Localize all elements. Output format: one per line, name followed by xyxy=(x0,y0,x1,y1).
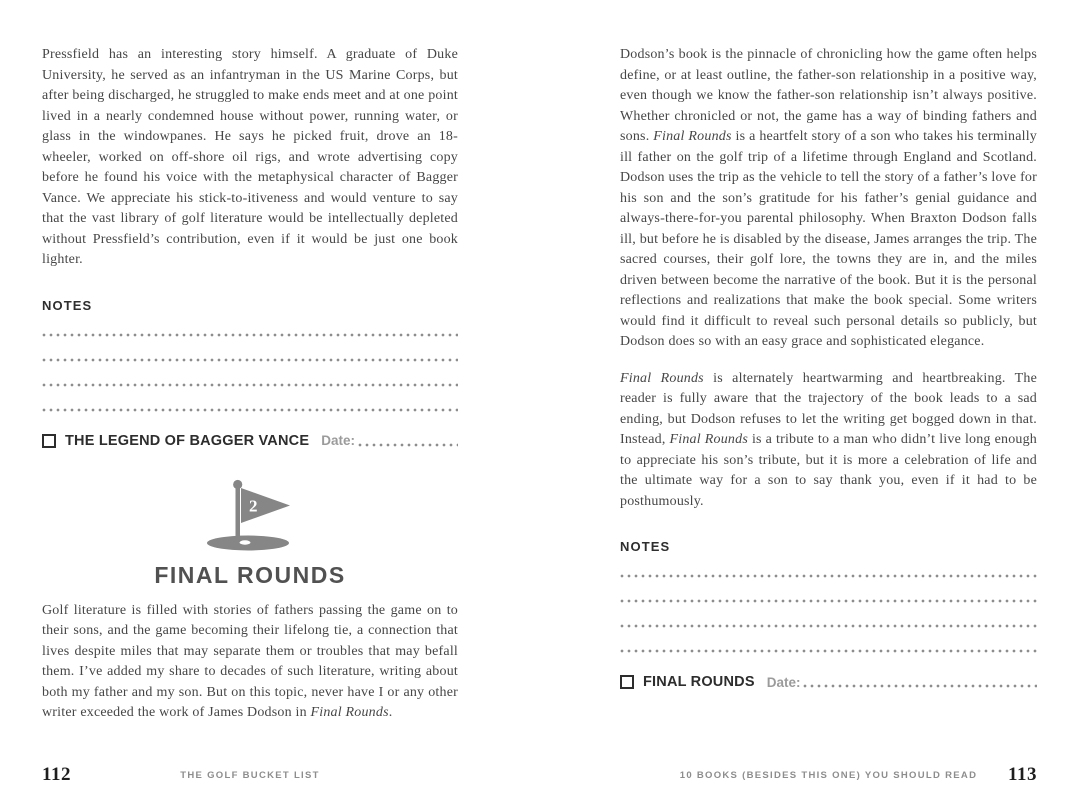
running-footer: THE GOLF BUCKET LIST xyxy=(180,770,320,781)
date-label: Date: xyxy=(321,433,355,448)
chapter-title: FINAL ROUNDS xyxy=(154,561,346,588)
body-paragraph: Pressfield has an interesting story himself. A graduate of Duke University, he served as an infantryman in the US Marine Corps, but after being discharged, he struggled to make ends meet and at one point lived in a nearly condemned house without power, running water, or glass in the windowpanes. He says he picked fruit, drove an 18-wheeler, worked on off-shore oil rigs, and wrote advertising copy before he found his voice with the metaphysical character of Bagger Vance. We appreciate his stick-to-itiveness and would venture to say that the vast library of golf literature would be intellectually depleted without Pressfield’s contribution, even if it would be just one book lighter. xyxy=(42,47,458,267)
notes-dotted-line xyxy=(620,624,1037,628)
book-title-label: FINAL ROUNDS xyxy=(643,674,755,690)
page-number: 112 xyxy=(42,764,71,785)
notes-lines xyxy=(620,574,1037,653)
notes-dotted-line xyxy=(620,649,1037,653)
date-dotted-line xyxy=(358,443,458,447)
body-paragraph: Golf literature is filled with stories of fathers passing the game on to their sons, and the game becoming their lifelong tie, a connection that lives despite miles that may separate them or troubles that may befall them. I’ve added my share to decades of such literature, writing about both my father and my son. But on this topic, never have I or any other writer exceeded the work of James Dodson in Final Rounds. xyxy=(42,602,458,720)
notes-dotted-line xyxy=(42,408,458,412)
page-number: 113 xyxy=(1008,764,1037,785)
notes-dotted-line xyxy=(620,599,1037,603)
notes-heading: NOTES xyxy=(620,539,671,554)
page-right xyxy=(540,0,1080,812)
notes-dotted-line xyxy=(620,574,1037,578)
notes-dotted-line xyxy=(42,333,458,337)
body-paragraph: Dodson’s book is the pinnacle of chronicling how the game often helps define, or at least outline, the father-son relationship in a positive way, even though we know the father-son relationship isn’t always positive. Whether chronicled or not, the game has a way of binding fathers and sons. Final Rounds is a heartfelt story of a son who takes his terminally ill father on the golf trip of a lifetime through England and Scotland. Dodson uses the trip as the vehicle to tell the story of a father’s love for his son and the son’s gratitude for his father’s genial guidance and always-there-for-you parental philosophy. When Braxton Dodson falls ill, but before he is disabled by the disease, James arranges the trip. The sacred courses, their golf lore, the towns they are in, and the miles driven between become the narrative of the book. But it is the personal reflections and realizations that make the book special. Some writers would find it difficult to reveal such personal details so publicly, but Dodson does so with an easy grace and sophisticated elegance. xyxy=(620,47,1038,349)
notes-lines xyxy=(42,333,458,412)
notes-heading: NOTES xyxy=(42,297,93,313)
checkbox-icon xyxy=(42,434,56,448)
notes-dotted-line xyxy=(42,358,458,362)
chapter-number: 2 xyxy=(249,496,258,515)
checkbox-icon xyxy=(620,675,634,689)
date-label: Date: xyxy=(766,674,801,690)
book-title-label: THE LEGEND OF BAGGER VANCE xyxy=(65,432,310,449)
body-paragraph: Final Rounds is alternately heartwarming and heartbreaking. The reader is fully aware that the trajectory of the book leads to a sad ending, but Dodson refuses to let the writing get bogged down in that. Instead, Final Rounds is a tribute to a man who didn’t live long enough to appreciate his son’s tribute, but it is more a celebration of life and the ultimate way for a son to say thank you, even if it had to be posthumously. xyxy=(620,370,1038,509)
running-footer: 10 BOOKS (BESIDES THIS ONE) YOU SHOULD READ xyxy=(679,770,978,781)
reading-checklist-item xyxy=(42,433,458,449)
date-dotted-line xyxy=(803,684,1037,688)
reading-checklist-item xyxy=(620,674,1037,690)
chapter-divider xyxy=(42,477,458,589)
golf-flag-icon xyxy=(198,477,302,553)
notes-dotted-line xyxy=(42,383,458,387)
